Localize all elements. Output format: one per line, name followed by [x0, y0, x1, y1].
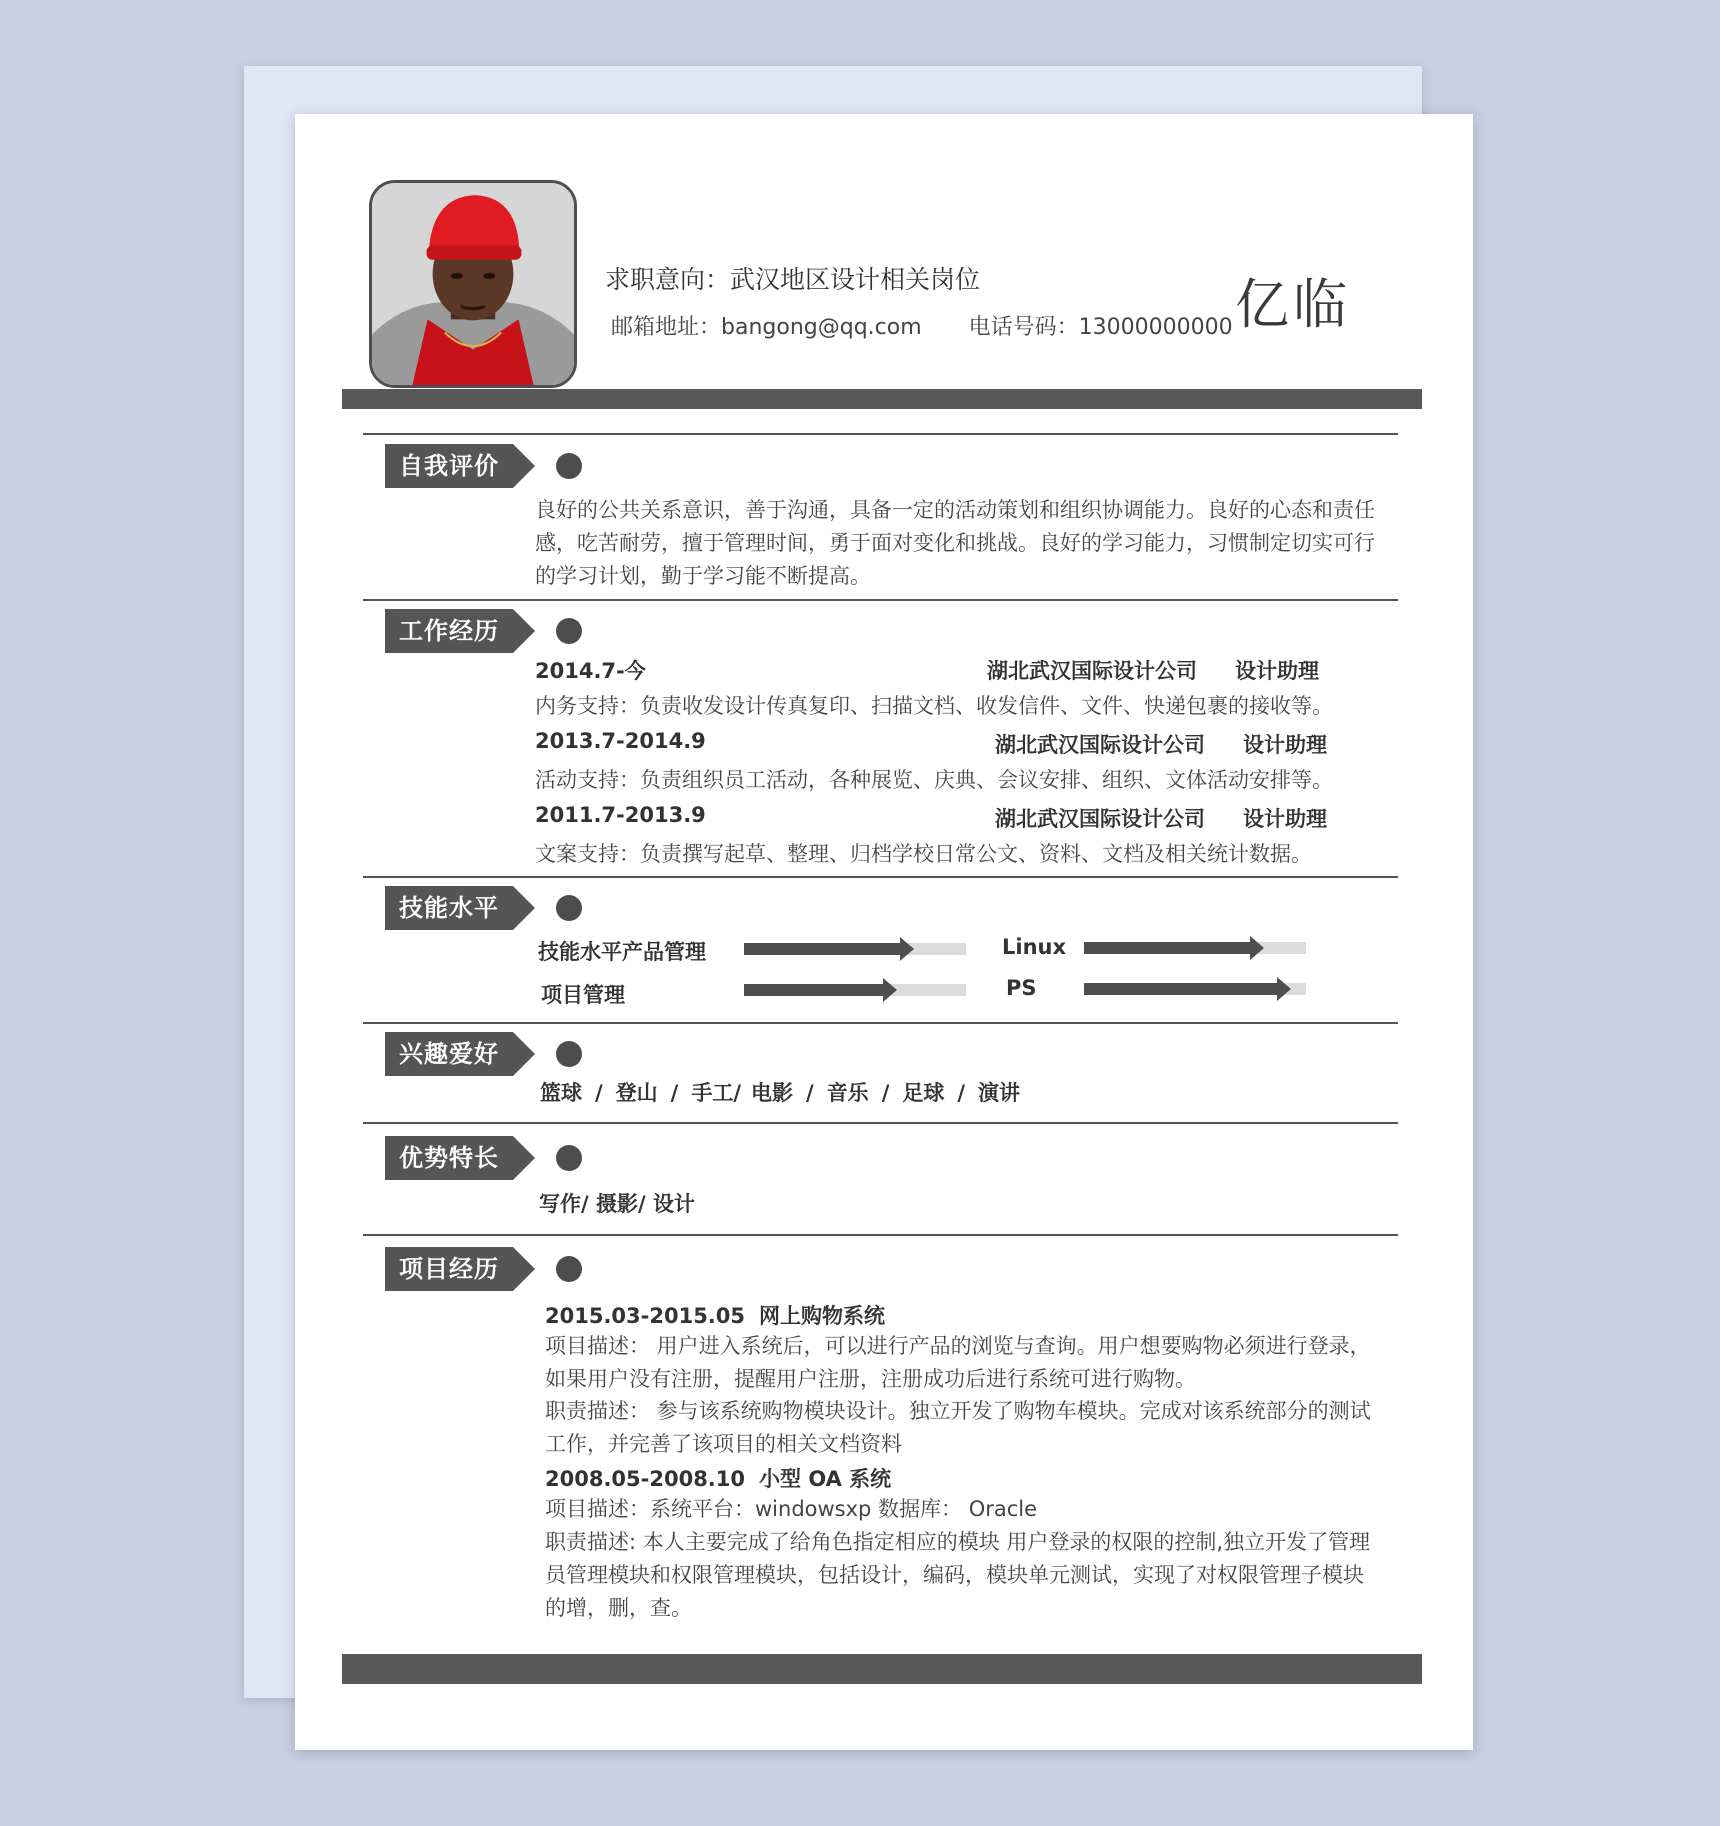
email-text: 邮箱地址：bangong@qq.com — [611, 315, 922, 340]
hobby-item: 登山 — [615, 1081, 658, 1105]
skill-name: 项目管理 — [541, 983, 625, 1007]
arrow-head-icon — [900, 937, 914, 961]
job-header-row — [535, 803, 1360, 833]
arrow-head-icon — [1277, 977, 1291, 1001]
project-description: 项目描述： 用户进入系统后，可以进行产品的浏览与查询。用户想要购物必须进行登录，如果用户没有注册，提醒用户注册，注册成功后进行系统可进行购物。 — [545, 1334, 1371, 1391]
resume-page — [295, 114, 1473, 1750]
hobby-separator: / — [670, 1081, 679, 1105]
section-tag-hobbies — [385, 1032, 535, 1076]
section-tag-work — [385, 609, 535, 653]
section-rule — [363, 1122, 1398, 1124]
job-role: 设计助理 — [1235, 659, 1319, 683]
skill-name: PS — [1006, 976, 1037, 1000]
skill-level-bar — [744, 937, 966, 961]
skill-level-bar — [1084, 977, 1306, 1001]
contact-line — [611, 310, 1233, 341]
project-duty: 职责描述: 本人主要完成了给角色指定相应的模块 用户登录的权限的控制,独立开发了管理员管理模块和权限管理模块，包括设计，编码，模块单元测试，实现了对权限管理子模块的增，删，查。 — [545, 1530, 1371, 1620]
skill-name: 技能水平产品管理 — [538, 940, 706, 964]
project-period: 2008.05-2008.10 — [545, 1467, 746, 1491]
arrow-head-icon — [1250, 936, 1264, 960]
section-tag-projects — [385, 1247, 535, 1291]
hobby-item: 电影 — [751, 1081, 794, 1105]
job-header-row — [535, 729, 1360, 759]
dot-icon — [556, 1145, 582, 1171]
skill-level-bar — [1084, 936, 1306, 960]
dot-icon — [556, 618, 582, 644]
section-tag-strengths — [385, 1136, 535, 1180]
section-rule — [363, 1022, 1398, 1024]
project-period: 2015.03-2015.05 — [545, 1304, 746, 1328]
project-title — [545, 1463, 891, 1493]
section-title: 兴趣爱好 — [399, 1040, 499, 1068]
job-company: 湖北武汉国际设计公司 — [987, 659, 1197, 683]
job-role: 设计助理 — [1243, 807, 1327, 831]
job-date: 2013.7-2014.9 — [535, 729, 706, 753]
phone-text: 电话号码：13000000000 — [968, 315, 1233, 340]
job-role: 设计助理 — [1243, 733, 1327, 757]
section-title: 自我评价 — [399, 452, 499, 480]
project-duty: 职责描述： 参与该系统购物模块设计。独立开发了购物车模块。完成对该系统部分的测试工作，并完善了该项目的相关文档资料 — [545, 1399, 1371, 1456]
footer-divider-bar — [342, 1654, 1422, 1684]
job-header-row — [535, 655, 1360, 685]
skill-fill — [1084, 942, 1250, 954]
hobby-separator: / — [806, 1081, 814, 1105]
job-intent: 求职意向：武汉地区设计相关岗位 — [605, 265, 981, 294]
hobby-separator: / — [957, 1081, 966, 1105]
skill-level-bar — [744, 978, 966, 1002]
job-date: 2011.7-2013.9 — [535, 803, 706, 827]
section-rule — [363, 876, 1398, 878]
dot-icon — [556, 1256, 582, 1282]
section-title: 工作经历 — [399, 617, 499, 645]
skill-fill — [744, 984, 883, 996]
dot-icon — [556, 1041, 582, 1067]
project-name: 网上购物系统 — [759, 1304, 886, 1328]
job-description: 内务支持：负责收发设计传真复印、扫描文档、收发信件、文件、快递包裹的接收等。 — [535, 694, 1333, 718]
skill-fill — [744, 943, 900, 955]
job-company: 湖北武汉国际设计公司 — [995, 807, 1205, 831]
hobby-list — [540, 1077, 1020, 1107]
project-title — [545, 1300, 885, 1330]
header-divider-bar — [342, 389, 1422, 409]
dot-icon — [556, 895, 582, 921]
hobby-item: 音乐 — [826, 1081, 869, 1105]
hobby-item: 篮球 — [540, 1081, 582, 1105]
section-title: 优势特长 — [399, 1144, 499, 1172]
skill-fill — [1084, 983, 1277, 995]
arrow-head-icon — [883, 978, 897, 1002]
job-date: 2014.7-今 — [535, 659, 646, 683]
candidate-name: 亿临 — [1235, 273, 1351, 336]
section-tag-self-eval — [385, 444, 535, 488]
job-description: 活动支持：负责组织员工活动，各种展览、庆典、会议安排、组织、文体活动安排等。 — [535, 768, 1333, 792]
section-title: 技能水平 — [399, 894, 499, 922]
avatar-photo — [369, 180, 577, 388]
dot-icon — [556, 453, 582, 479]
hobby-separator: / — [881, 1081, 890, 1105]
strengths-text: 写作/ 摄影/ 设计 — [539, 1192, 695, 1216]
skill-name: Linux — [1002, 935, 1067, 959]
section-rule — [363, 1234, 1398, 1236]
section-rule — [363, 433, 1398, 435]
person-portrait-icon — [372, 183, 574, 385]
section-rule — [363, 599, 1398, 601]
section-title: 项目经历 — [399, 1255, 499, 1283]
project-name: 小型 OA 系统 — [759, 1467, 892, 1491]
hobby-item: 手工/ — [691, 1081, 742, 1105]
self-eval-text: 良好的公共关系意识，善于沟通，具备一定的活动策划和组织协调能力。良好的心态和责任感，吃苦耐劳，擅于管理时间，勇于面对变化和挑战。良好的学习能力，习惯制定切实可行的学习计划，勤于学习能不断提高。 — [535, 498, 1375, 588]
hobby-item: 足球 — [902, 1081, 945, 1105]
project-description: 项目描述：系统平台：windowsxp 数据库： Oracle — [545, 1497, 1038, 1521]
section-tag-skills — [385, 886, 535, 930]
hobby-item: 演讲 — [978, 1081, 1021, 1105]
job-description: 文案支持：负责撰写起草、整理、归档学校日常公文、资料、文档及相关统计数据。 — [535, 842, 1312, 866]
job-company: 湖北武汉国际设计公司 — [995, 733, 1205, 757]
hobby-separator: / — [595, 1081, 603, 1105]
